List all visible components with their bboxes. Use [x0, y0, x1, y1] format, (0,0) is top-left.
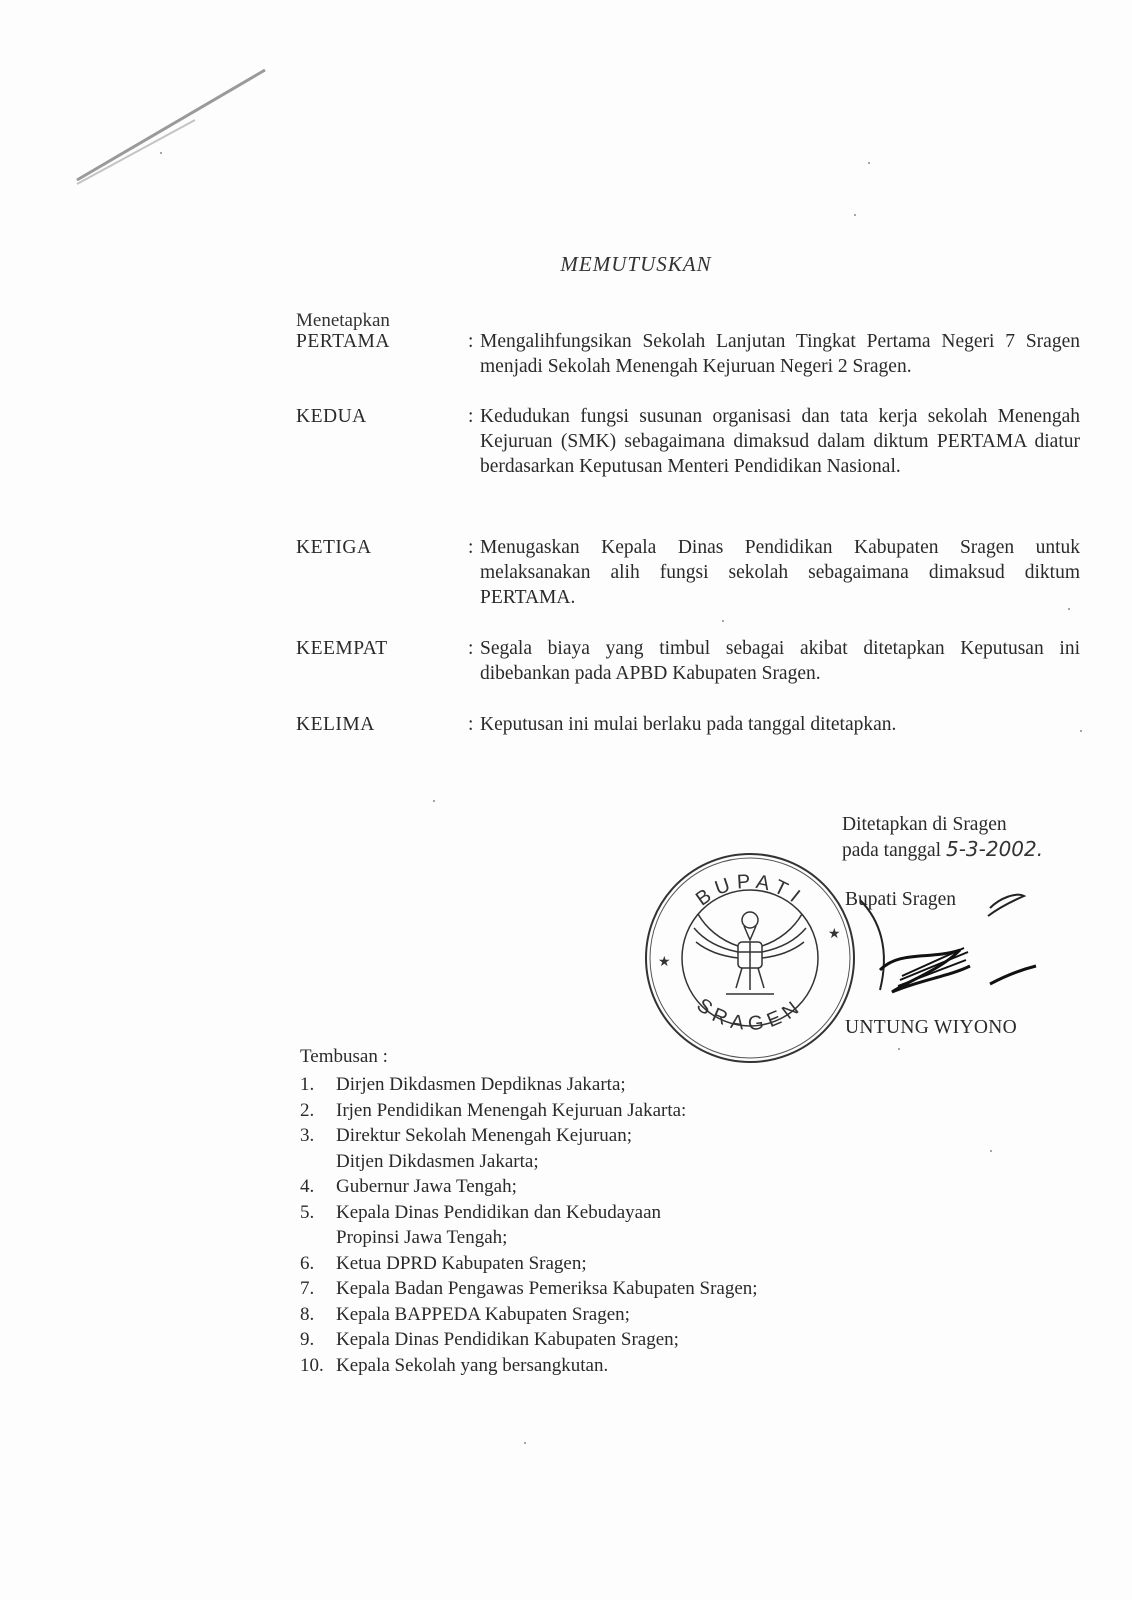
scan-speck — [868, 162, 870, 164]
signer-name: UNTUNG WIYONO — [845, 1017, 1017, 1038]
list-item: 4. Gubernur Jawa Tengah; — [300, 1176, 517, 1197]
signer-title: Bupati Sragen — [845, 889, 957, 910]
garuda-emblem-icon — [694, 912, 806, 994]
list-item: 10. Kepala Sekolah yang bersangkutan. — [300, 1354, 609, 1376]
scan-speck — [990, 1150, 992, 1152]
scan-speck — [160, 152, 162, 154]
scan-speck — [1080, 730, 1082, 732]
svg-text:★: ★ — [658, 955, 671, 970]
dictum-label: PERTAMA — [296, 331, 390, 352]
menetapkan-label: Menetapkan — [296, 310, 390, 331]
stamp-top-text: BUPATI — [691, 870, 809, 911]
dictum-label: KEDUA — [296, 406, 367, 427]
scan-artifact-line — [75, 68, 275, 188]
tembusan-label: Tembusan : — [300, 1046, 388, 1067]
svg-text:★: ★ — [828, 927, 841, 942]
tembusan-list — [300, 1072, 758, 1378]
list-item: 9. Kepala Dinas Pendidikan Kabupaten Sragen; — [300, 1329, 679, 1350]
page-title: MEMUTUSKAN — [560, 252, 712, 276]
dictum-text: Segala biaya yang timbul sebagai akibat ditetapkan Keputusan ini dibebankan pada APBD Kabupaten Sragen. — [480, 638, 1080, 684]
dictum-label: KEEMPAT — [296, 638, 388, 659]
scan-speck — [854, 214, 856, 216]
dictum-label: KELIMA — [296, 714, 375, 735]
list-item: 6. Ketua DPRD Kabupaten Sragen; — [300, 1252, 587, 1274]
signature-block — [842, 812, 1122, 863]
dictum-text: Menugaskan Kepala Dinas Pendidikan Kabupaten Sragen untuk melaksanakan alih fungsi sekolah sebagaimana dimaksud diktum PERTAMA. — [480, 537, 1080, 608]
place-line: Ditetapkan di Sragen — [842, 814, 1007, 835]
stamp-bottom-text: SRAGEN — [692, 994, 808, 1036]
dictum-colon: : — [468, 714, 474, 735]
dictum-colon: : — [468, 406, 474, 427]
dictum-colon: : — [468, 638, 474, 659]
dictum-text: Kedudukan fungsi susunan organisasi dan tata kerja sekolah Menengah Kejuruan (SMK) sebagaimana dimaksud dalam diktum PERTAMA diatur berdasarkan Keputusan Menteri Pendidikan Nasional. — [480, 406, 1080, 477]
list-item: 3. Direktur Sekolah Menengah Kejuruan; Ditjen Dikdasmen Jakarta; — [300, 1125, 632, 1172]
list-item: 2. Irjen Pendidikan Menengah Kejuruan Jakarta: — [300, 1099, 687, 1121]
dictum-label: KETIGA — [296, 537, 372, 558]
handwritten-signature-icon — [840, 880, 1040, 1020]
list-item: 7. Kepala Badan Pengawas Pemeriksa Kabupaten Sragen; — [300, 1278, 758, 1299]
dictum-text: Mengalihfungsikan Sekolah Lanjutan Tingkat Pertama Negeri 7 Sragen menjadi Sekolah Menengah Kejuruan Negeri 2 Sragen. — [480, 331, 1080, 377]
scan-speck — [722, 620, 724, 622]
list-item: 8. Kepala BAPPEDA Kabupaten Sragen; — [300, 1303, 630, 1325]
list-item: 5. Kepala Dinas Pendidikan dan Kebudayaan Propinsi Jawa Tengah; — [300, 1201, 662, 1248]
scan-speck — [524, 1442, 526, 1444]
official-stamp-icon — [640, 848, 860, 1068]
dictum-colon: : — [468, 537, 474, 558]
scan-speck — [898, 1048, 900, 1050]
date-line — [842, 837, 1122, 863]
handwritten-date: 5-3-2002. — [945, 837, 1044, 861]
date-label: pada tanggal — [842, 840, 942, 861]
dictum-colon: : — [468, 331, 474, 352]
list-item: 1. Dirjen Dikdasmen Depdiknas Jakarta; — [300, 1074, 626, 1095]
dictum-text: Keputusan ini mulai berlaku pada tanggal ditetapkan. — [480, 714, 897, 735]
scan-speck — [433, 800, 435, 802]
